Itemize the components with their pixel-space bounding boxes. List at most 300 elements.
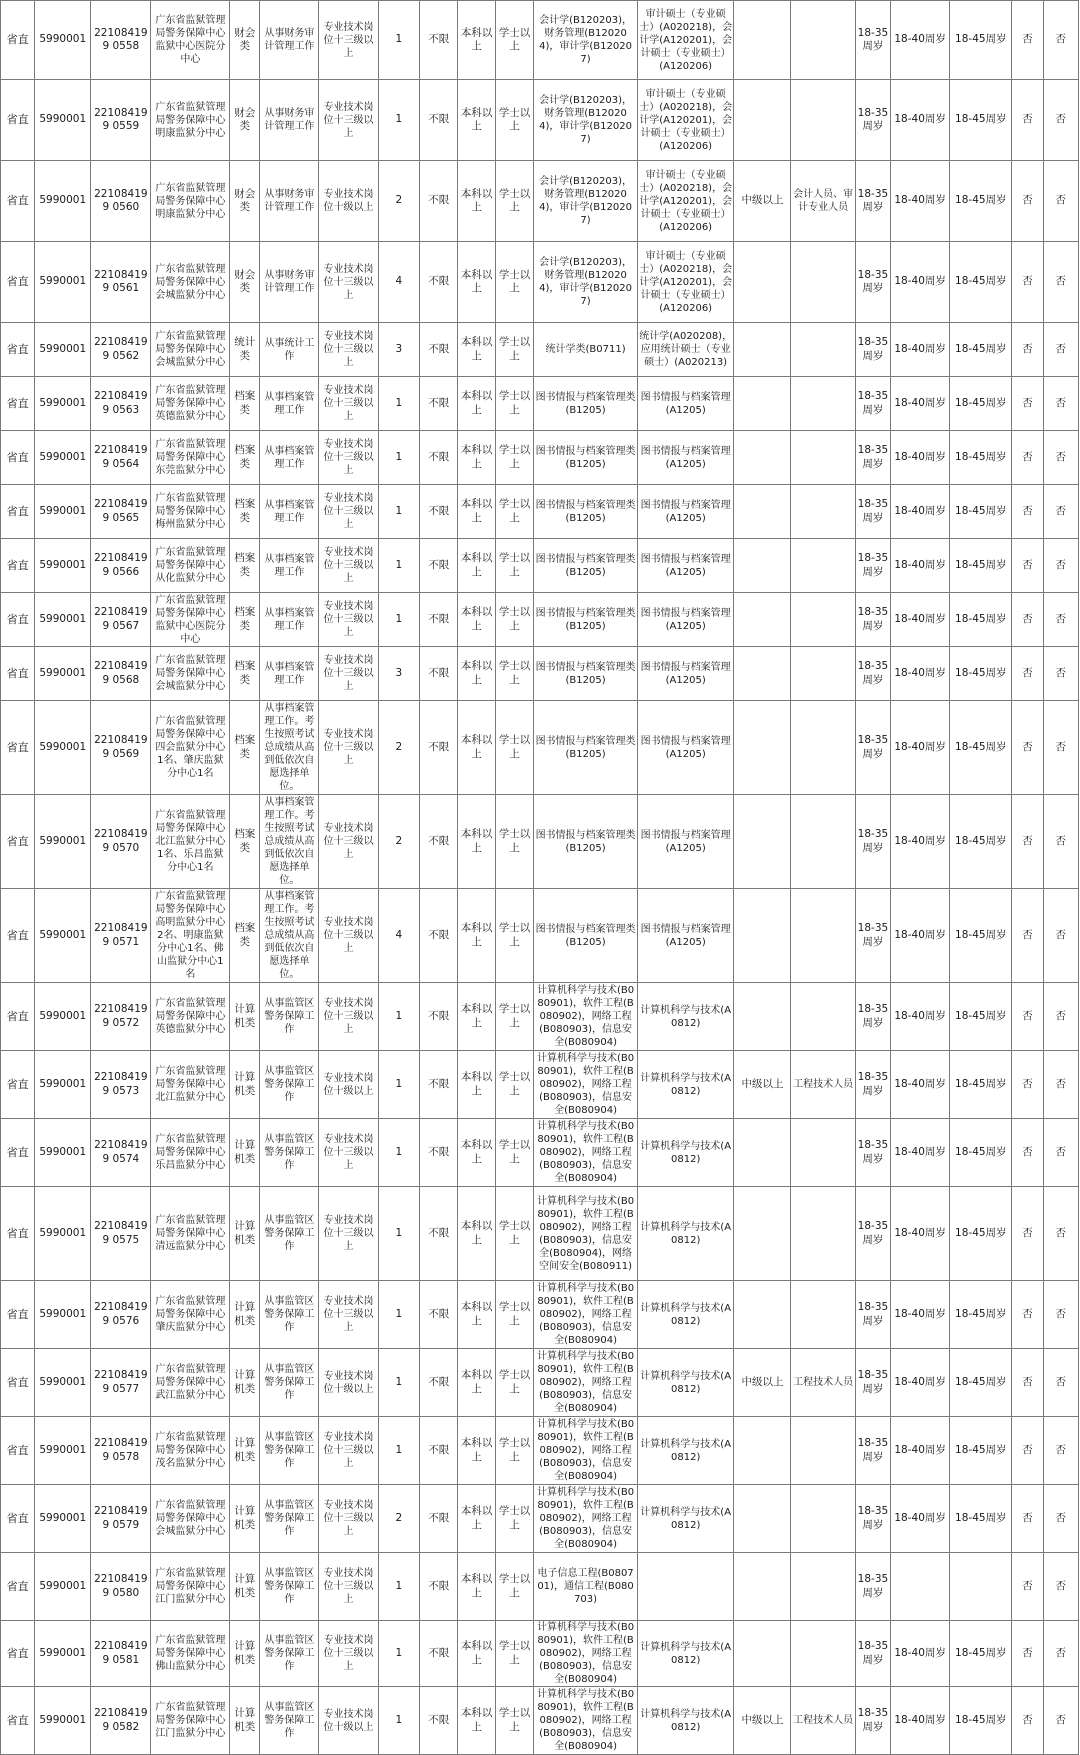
duty-cell: 从事财务审计管理工作 [260, 80, 319, 161]
table-row [1, 1417, 1079, 1485]
undergrad-major-cell: 图书情报与档案管理类(B1205) [534, 539, 638, 593]
post-code-cell: 221084199 0577 [91, 1349, 151, 1417]
org-code-cell: 5990001 [35, 1687, 91, 1755]
post-code-cell: 221084199 0578 [91, 1417, 151, 1485]
org-code-cell: 5990001 [35, 1621, 91, 1687]
age-phd-cell: 18-45周岁 [950, 1281, 1012, 1349]
age-master-cell: 18-40周岁 [891, 889, 950, 983]
age-master-cell: 18-40周岁 [891, 1417, 950, 1485]
title-level-cell [734, 431, 791, 485]
flag-a-cell: 否 [1012, 485, 1043, 539]
age-phd-cell: 18-45周岁 [950, 80, 1012, 161]
age-phd-cell: 18-45周岁 [950, 1349, 1012, 1417]
age-undergrad-cell: 18-35周岁 [855, 1119, 890, 1187]
flag-b-cell: 否 [1043, 80, 1078, 161]
post-level-cell: 专业技术岗位十三级以上 [319, 242, 378, 323]
education-cell: 本科以上 [458, 80, 495, 161]
flag-b-cell: 否 [1043, 889, 1078, 983]
age-master-cell: 18-40周岁 [891, 1349, 950, 1417]
gender-cell: 不限 [420, 80, 458, 161]
headcount-cell: 1 [378, 1687, 420, 1755]
headcount-cell: 1 [378, 1119, 420, 1187]
title-level-cell [734, 983, 791, 1051]
flag-b-cell: 否 [1043, 701, 1078, 795]
title-level-cell [734, 701, 791, 795]
gender-cell: 不限 [420, 539, 458, 593]
flag-b-cell: 否 [1043, 539, 1078, 593]
post-code-cell: 221084199 0566 [91, 539, 151, 593]
flag-b-cell: 否 [1043, 1553, 1078, 1621]
flag-a-cell: 否 [1012, 431, 1043, 485]
flag-a-cell: 否 [1012, 80, 1043, 161]
undergrad-major-cell: 计算机科学与技术(B080901)，软件工程(B080902)，网络工程(B080903)，信息安全(B080904) [534, 1281, 638, 1349]
age-phd-cell: 18-45周岁 [950, 431, 1012, 485]
employer-cell: 广东省监狱管理局警务保障中心茂名监狱分中心 [151, 1417, 230, 1485]
age-undergrad-cell: 18-35周岁 [855, 1553, 890, 1621]
undergrad-major-cell: 图书情报与档案管理类(B1205) [534, 795, 638, 889]
table-row [1, 323, 1079, 377]
title-level-cell [734, 647, 791, 701]
age-master-cell: 18-40周岁 [891, 1687, 950, 1755]
undergrad-major-cell: 电子信息工程(B080701)，通信工程(B080703) [534, 1553, 638, 1621]
post-code-cell: 221084199 0573 [91, 1051, 151, 1119]
gender-cell: 不限 [420, 377, 458, 431]
gender-cell: 不限 [420, 1621, 458, 1687]
post-level-cell: 专业技术岗位十三级以上 [319, 1119, 378, 1187]
post-code-cell: 221084199 0582 [91, 1687, 151, 1755]
age-phd-cell: 18-45周岁 [950, 242, 1012, 323]
post-code-cell: 221084199 0567 [91, 593, 151, 647]
post-level-cell: 专业技术岗位十三级以上 [319, 1621, 378, 1687]
grad-major-cell: 计算机科学与技术(A0812) [637, 1281, 733, 1349]
duty-cell: 从事监管区警务保障工作 [260, 1687, 319, 1755]
qualification-cell [791, 242, 855, 323]
employer-cell: 广东省监狱管理局警务保障中心明康监狱分中心 [151, 161, 230, 242]
flag-b-cell: 否 [1043, 1281, 1078, 1349]
org-code-cell: 5990001 [35, 795, 91, 889]
table-row [1, 1621, 1079, 1687]
post-level-cell: 专业技术岗位十三级以上 [319, 1281, 378, 1349]
age-master-cell: 18-40周岁 [891, 161, 950, 242]
qualification-cell [791, 1621, 855, 1687]
age-master-cell: 18-40周岁 [891, 323, 950, 377]
title-level-cell [734, 377, 791, 431]
flag-a-cell: 否 [1012, 1687, 1043, 1755]
gender-cell: 不限 [420, 1687, 458, 1755]
age-master-cell: 18-40周岁 [891, 1, 950, 80]
category-cell: 计算机类 [230, 1553, 260, 1621]
degree-cell: 学士以上 [495, 539, 533, 593]
category-cell: 计算机类 [230, 1119, 260, 1187]
qualification-cell [791, 983, 855, 1051]
grad-major-cell [637, 1553, 733, 1621]
employer-cell: 广东省监狱管理局警务保障中心高明监狱分中心2名、明康监狱分中心1名、佛山监狱分中心1名 [151, 889, 230, 983]
title-level-cell [734, 795, 791, 889]
age-undergrad-cell: 18-35周岁 [855, 1, 890, 80]
category-cell: 计算机类 [230, 1621, 260, 1687]
age-phd-cell [950, 1553, 1012, 1621]
level-cell: 省直 [1, 1417, 35, 1485]
table-row [1, 889, 1079, 983]
category-cell: 财会类 [230, 242, 260, 323]
flag-a-cell: 否 [1012, 539, 1043, 593]
post-level-cell: 专业技术岗位十三级以上 [319, 795, 378, 889]
employer-cell: 广东省监狱管理局警务保障中心武江监狱分中心 [151, 1349, 230, 1417]
post-code-cell: 221084199 0574 [91, 1119, 151, 1187]
duty-cell: 从事财务审计管理工作 [260, 242, 319, 323]
flag-b-cell: 否 [1043, 1119, 1078, 1187]
age-master-cell: 18-40周岁 [891, 1281, 950, 1349]
post-level-cell: 专业技术岗位十级以上 [319, 1687, 378, 1755]
post-level-cell: 专业技术岗位十级以上 [319, 1051, 378, 1119]
flag-a-cell: 否 [1012, 1281, 1043, 1349]
employer-cell: 广东省监狱管理局警务保障中心明康监狱分中心 [151, 80, 230, 161]
title-level-cell [734, 1187, 791, 1281]
flag-b-cell: 否 [1043, 593, 1078, 647]
grad-major-cell: 计算机科学与技术(A0812) [637, 1687, 733, 1755]
age-phd-cell: 18-45周岁 [950, 1621, 1012, 1687]
category-cell: 档案类 [230, 647, 260, 701]
flag-a-cell: 否 [1012, 795, 1043, 889]
degree-cell: 学士以上 [495, 795, 533, 889]
education-cell: 本科以上 [458, 1485, 495, 1553]
duty-cell: 从事监管区警务保障工作 [260, 1621, 319, 1687]
grad-major-cell: 图书情报与档案管理(A1205) [637, 647, 733, 701]
duty-cell: 从事财务审计管理工作 [260, 1, 319, 80]
flag-a-cell: 否 [1012, 1, 1043, 80]
duty-cell: 从事档案管理工作 [260, 377, 319, 431]
grad-major-cell: 图书情报与档案管理(A1205) [637, 539, 733, 593]
qualification-cell [791, 485, 855, 539]
qualification-cell [791, 1417, 855, 1485]
qualification-cell [791, 1485, 855, 1553]
org-code-cell: 5990001 [35, 1, 91, 80]
degree-cell: 学士以上 [495, 889, 533, 983]
age-phd-cell: 18-45周岁 [950, 983, 1012, 1051]
level-cell: 省直 [1, 377, 35, 431]
gender-cell: 不限 [420, 795, 458, 889]
education-cell: 本科以上 [458, 1281, 495, 1349]
degree-cell: 学士以上 [495, 431, 533, 485]
employer-cell: 广东省监狱管理局警务保障中心北江监狱分中心1名、乐昌监狱分中心1名 [151, 795, 230, 889]
employer-cell: 广东省监狱管理局警务保障中心英德监狱分中心 [151, 983, 230, 1051]
category-cell: 财会类 [230, 80, 260, 161]
gender-cell: 不限 [420, 1553, 458, 1621]
category-cell: 档案类 [230, 889, 260, 983]
post-level-cell: 专业技术岗位十三级以上 [319, 593, 378, 647]
degree-cell: 学士以上 [495, 161, 533, 242]
post-level-cell: 专业技术岗位十三级以上 [319, 1417, 378, 1485]
duty-cell: 从事统计工作 [260, 323, 319, 377]
org-code-cell: 5990001 [35, 647, 91, 701]
title-level-cell: 中级以上 [734, 1687, 791, 1755]
title-level-cell [734, 889, 791, 983]
education-cell: 本科以上 [458, 323, 495, 377]
org-code-cell: 5990001 [35, 1485, 91, 1553]
table-row [1, 593, 1079, 647]
employer-cell: 广东省监狱管理局警务保障中心会城监狱分中心 [151, 242, 230, 323]
degree-cell: 学士以上 [495, 1119, 533, 1187]
age-phd-cell: 18-45周岁 [950, 485, 1012, 539]
flag-a-cell: 否 [1012, 1417, 1043, 1485]
category-cell: 计算机类 [230, 1187, 260, 1281]
degree-cell: 学士以上 [495, 1281, 533, 1349]
undergrad-major-cell: 图书情报与档案管理类(B1205) [534, 647, 638, 701]
flag-a-cell: 否 [1012, 377, 1043, 431]
flag-b-cell: 否 [1043, 242, 1078, 323]
flag-a-cell: 否 [1012, 701, 1043, 795]
table-row [1, 795, 1079, 889]
title-level-cell: 中级以上 [734, 1051, 791, 1119]
age-phd-cell: 18-45周岁 [950, 701, 1012, 795]
table-row [1, 1485, 1079, 1553]
category-cell: 计算机类 [230, 983, 260, 1051]
category-cell: 档案类 [230, 593, 260, 647]
gender-cell: 不限 [420, 161, 458, 242]
org-code-cell: 5990001 [35, 889, 91, 983]
duty-cell: 从事档案管理工作。考生按照考试总成绩从高到低依次自愿选择单位。 [260, 795, 319, 889]
employer-cell: 广东省监狱管理局警务保障中心从化监狱分中心 [151, 539, 230, 593]
headcount-cell: 1 [378, 539, 420, 593]
org-code-cell: 5990001 [35, 1349, 91, 1417]
age-master-cell: 18-40周岁 [891, 701, 950, 795]
age-undergrad-cell: 18-35周岁 [855, 1051, 890, 1119]
qualification-cell [791, 1553, 855, 1621]
undergrad-major-cell: 计算机科学与技术(B080901)，软件工程(B080902)，网络工程(B080903)，信息安全(B080904) [534, 1051, 638, 1119]
employer-cell: 广东省监狱管理局警务保障中心监狱中心医院分中心 [151, 593, 230, 647]
post-level-cell: 专业技术岗位十三级以上 [319, 889, 378, 983]
title-level-cell [734, 593, 791, 647]
age-master-cell: 18-40周岁 [891, 377, 950, 431]
degree-cell: 学士以上 [495, 647, 533, 701]
post-level-cell: 专业技术岗位十三级以上 [319, 80, 378, 161]
flag-b-cell: 否 [1043, 1, 1078, 80]
post-code-cell: 221084199 0568 [91, 647, 151, 701]
age-master-cell: 18-40周岁 [891, 795, 950, 889]
table-row [1, 647, 1079, 701]
post-code-cell: 221084199 0569 [91, 701, 151, 795]
level-cell: 省直 [1, 647, 35, 701]
headcount-cell: 1 [378, 1349, 420, 1417]
org-code-cell: 5990001 [35, 377, 91, 431]
flag-b-cell: 否 [1043, 1187, 1078, 1281]
grad-major-cell: 计算机科学与技术(A0812) [637, 1051, 733, 1119]
degree-cell: 学士以上 [495, 1349, 533, 1417]
education-cell: 本科以上 [458, 431, 495, 485]
headcount-cell: 1 [378, 1553, 420, 1621]
post-level-cell: 专业技术岗位十三级以上 [319, 1485, 378, 1553]
grad-major-cell: 计算机科学与技术(A0812) [637, 1621, 733, 1687]
title-level-cell [734, 1621, 791, 1687]
education-cell: 本科以上 [458, 889, 495, 983]
category-cell: 档案类 [230, 539, 260, 593]
headcount-cell: 1 [378, 485, 420, 539]
post-level-cell: 专业技术岗位十三级以上 [319, 323, 378, 377]
post-level-cell: 专业技术岗位十三级以上 [319, 485, 378, 539]
age-undergrad-cell: 18-35周岁 [855, 161, 890, 242]
flag-a-cell: 否 [1012, 889, 1043, 983]
age-undergrad-cell: 18-35周岁 [855, 1417, 890, 1485]
flag-a-cell: 否 [1012, 1621, 1043, 1687]
table-row [1, 1349, 1079, 1417]
age-phd-cell: 18-45周岁 [950, 1187, 1012, 1281]
degree-cell: 学士以上 [495, 1051, 533, 1119]
flag-b-cell: 否 [1043, 377, 1078, 431]
table-row [1, 1051, 1079, 1119]
employer-cell: 广东省监狱管理局警务保障中心佛山监狱分中心 [151, 1621, 230, 1687]
gender-cell: 不限 [420, 1187, 458, 1281]
gender-cell: 不限 [420, 485, 458, 539]
post-code-cell: 221084199 0572 [91, 983, 151, 1051]
age-master-cell: 18-40周岁 [891, 593, 950, 647]
qualification-cell [791, 889, 855, 983]
level-cell: 省直 [1, 161, 35, 242]
duty-cell: 从事档案管理工作。考生按照考试总成绩从高到低依次自愿选择单位。 [260, 889, 319, 983]
grad-major-cell: 计算机科学与技术(A0812) [637, 1187, 733, 1281]
age-phd-cell: 18-45周岁 [950, 1687, 1012, 1755]
table-row [1, 242, 1079, 323]
post-level-cell: 专业技术岗位十三级以上 [319, 647, 378, 701]
qualification-cell [791, 80, 855, 161]
headcount-cell: 1 [378, 431, 420, 485]
flag-b-cell: 否 [1043, 431, 1078, 485]
post-level-cell: 专业技术岗位十三级以上 [319, 983, 378, 1051]
qualification-cell: 工程技术人员 [791, 1349, 855, 1417]
employer-cell: 广东省监狱管理局警务保障中心会城监狱分中心 [151, 323, 230, 377]
undergrad-major-cell: 图书情报与档案管理类(B1205) [534, 485, 638, 539]
duty-cell: 从事监管区警务保障工作 [260, 1553, 319, 1621]
age-master-cell [891, 1553, 950, 1621]
org-code-cell: 5990001 [35, 593, 91, 647]
age-undergrad-cell: 18-35周岁 [855, 242, 890, 323]
age-phd-cell: 18-45周岁 [950, 1485, 1012, 1553]
gender-cell: 不限 [420, 1485, 458, 1553]
age-master-cell: 18-40周岁 [891, 1119, 950, 1187]
title-level-cell [734, 1417, 791, 1485]
age-phd-cell: 18-45周岁 [950, 1417, 1012, 1485]
grad-major-cell: 计算机科学与技术(A0812) [637, 983, 733, 1051]
flag-b-cell: 否 [1043, 983, 1078, 1051]
grad-major-cell: 统计学(A020208)，应用统计硕士（专业硕士）(A020213) [637, 323, 733, 377]
qualification-cell [791, 377, 855, 431]
degree-cell: 学士以上 [495, 1, 533, 80]
employer-cell: 广东省监狱管理局警务保障中心北江监狱分中心 [151, 1051, 230, 1119]
headcount-cell: 4 [378, 889, 420, 983]
post-level-cell: 专业技术岗位十三级以上 [319, 431, 378, 485]
age-master-cell: 18-40周岁 [891, 1187, 950, 1281]
org-code-cell: 5990001 [35, 161, 91, 242]
table-row [1, 1687, 1079, 1755]
flag-a-cell: 否 [1012, 323, 1043, 377]
org-code-cell: 5990001 [35, 1119, 91, 1187]
age-undergrad-cell: 18-35周岁 [855, 1687, 890, 1755]
grad-major-cell: 图书情报与档案管理(A1205) [637, 431, 733, 485]
degree-cell: 学士以上 [495, 1621, 533, 1687]
table-row [1, 983, 1079, 1051]
undergrad-major-cell: 会计学(B120203)，财务管理(B120204)，审计学(B120207) [534, 1, 638, 80]
org-code-cell: 5990001 [35, 1281, 91, 1349]
age-undergrad-cell: 18-35周岁 [855, 431, 890, 485]
flag-a-cell: 否 [1012, 1553, 1043, 1621]
employer-cell: 广东省监狱管理局警务保障中心会城监狱分中心 [151, 1485, 230, 1553]
post-code-cell: 221084199 0559 [91, 80, 151, 161]
post-code-cell: 221084199 0560 [91, 161, 151, 242]
org-code-cell: 5990001 [35, 539, 91, 593]
category-cell: 计算机类 [230, 1417, 260, 1485]
education-cell: 本科以上 [458, 1051, 495, 1119]
duty-cell: 从事监管区警务保障工作 [260, 1417, 319, 1485]
org-code-cell: 5990001 [35, 485, 91, 539]
age-undergrad-cell: 18-35周岁 [855, 795, 890, 889]
education-cell: 本科以上 [458, 161, 495, 242]
grad-major-cell: 审计硕士（专业硕士）(A020218)，会计学(A120201)，会计硕士（专业硕士）(A120206) [637, 242, 733, 323]
org-code-cell: 5990001 [35, 323, 91, 377]
gender-cell: 不限 [420, 1, 458, 80]
grad-major-cell: 审计硕士（专业硕士）(A020218)，会计学(A120201)，会计硕士（专业硕士）(A120206) [637, 80, 733, 161]
grad-major-cell: 计算机科学与技术(A0812) [637, 1119, 733, 1187]
level-cell: 省直 [1, 80, 35, 161]
undergrad-major-cell: 计算机科学与技术(B080901)，软件工程(B080902)，网络工程(B080903)，信息安全(B080904) [534, 1417, 638, 1485]
age-phd-cell: 18-45周岁 [950, 323, 1012, 377]
degree-cell: 学士以上 [495, 80, 533, 161]
duty-cell: 从事监管区警务保障工作 [260, 1119, 319, 1187]
level-cell: 省直 [1, 1485, 35, 1553]
undergrad-major-cell: 计算机科学与技术(B080901)，软件工程(B080902)，网络工程(B080903)，信息安全(B080904) [534, 1485, 638, 1553]
table-row [1, 80, 1079, 161]
level-cell: 省直 [1, 1553, 35, 1621]
gender-cell: 不限 [420, 701, 458, 795]
level-cell: 省直 [1, 1187, 35, 1281]
qualification-cell [791, 1281, 855, 1349]
age-undergrad-cell: 18-35周岁 [855, 1349, 890, 1417]
grad-major-cell: 图书情报与档案管理(A1205) [637, 593, 733, 647]
flag-a-cell: 否 [1012, 593, 1043, 647]
headcount-cell: 1 [378, 1, 420, 80]
qualification-cell: 工程技术人员 [791, 1051, 855, 1119]
education-cell: 本科以上 [458, 242, 495, 323]
age-phd-cell: 18-45周岁 [950, 593, 1012, 647]
level-cell: 省直 [1, 242, 35, 323]
gender-cell: 不限 [420, 323, 458, 377]
level-cell: 省直 [1, 889, 35, 983]
qualification-cell [791, 431, 855, 485]
post-code-cell: 221084199 0562 [91, 323, 151, 377]
age-master-cell: 18-40周岁 [891, 1051, 950, 1119]
degree-cell: 学士以上 [495, 1417, 533, 1485]
age-phd-cell: 18-45周岁 [950, 647, 1012, 701]
title-level-cell [734, 485, 791, 539]
education-cell: 本科以上 [458, 701, 495, 795]
education-cell: 本科以上 [458, 983, 495, 1051]
category-cell: 计算机类 [230, 1687, 260, 1755]
flag-b-cell: 否 [1043, 1051, 1078, 1119]
duty-cell: 从事监管区警务保障工作 [260, 1051, 319, 1119]
level-cell: 省直 [1, 1051, 35, 1119]
qualification-cell [791, 539, 855, 593]
undergrad-major-cell: 统计学类(B0711) [534, 323, 638, 377]
gender-cell: 不限 [420, 593, 458, 647]
qualification-cell [791, 701, 855, 795]
education-cell: 本科以上 [458, 1119, 495, 1187]
qualification-cell: 会计人员、审计专业人员 [791, 161, 855, 242]
post-code-cell: 221084199 0575 [91, 1187, 151, 1281]
post-level-cell: 专业技术岗位十三级以上 [319, 1553, 378, 1621]
employer-cell: 广东省监狱管理局警务保障中心四会监狱分中心1名、肇庆监狱分中心1名 [151, 701, 230, 795]
title-level-cell: 中级以上 [734, 161, 791, 242]
level-cell: 省直 [1, 1, 35, 80]
gender-cell: 不限 [420, 1281, 458, 1349]
degree-cell: 学士以上 [495, 593, 533, 647]
